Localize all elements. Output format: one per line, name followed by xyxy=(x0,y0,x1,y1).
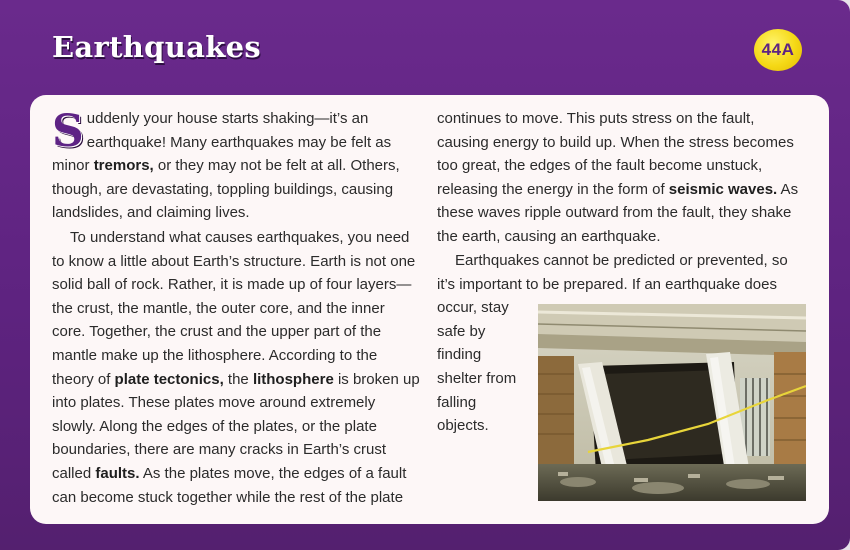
safety-narrow-line: falling xyxy=(437,393,477,411)
term-tremors: tremors, xyxy=(93,157,154,175)
stress-text-1: continues to move. This puts stress on the fault, causing energy to build up. When the stress becomes too great, the edges of the fault become unstuck, releasing the energy in the form of xyxy=(437,110,794,198)
intro-text-a: minor xyxy=(52,157,94,175)
stress-paragraph xyxy=(437,107,809,249)
safety-narrow-line: shelter from xyxy=(437,369,517,387)
structure-text-2: the xyxy=(223,370,253,388)
safety-narrow-line: safe by xyxy=(437,322,486,340)
structure-paragraph xyxy=(52,226,422,509)
card-number-label: 44A xyxy=(761,40,795,59)
structure-text-4: As the plates move, the edges of a fault can become stuck together while the rest of the plate xyxy=(52,464,407,506)
safety-narrow-line: objects. xyxy=(437,417,489,435)
safety-narrow-line: finding xyxy=(437,346,482,364)
term-lithosphere: lithosphere xyxy=(252,370,334,388)
intro-paragraph xyxy=(52,107,424,225)
structure-text-3: is broken up into plates. These plates move around extremely slowly. Along the edges of the plates, or the plate boundaries, there are many cracks in Earth’s crust called xyxy=(52,370,420,482)
drop-cap: S xyxy=(52,106,84,157)
term-faults: faults. xyxy=(95,464,140,482)
collapsed-building-photo xyxy=(538,304,806,501)
safety-line-1: Earthquakes cannot be predicted or prevented, so xyxy=(455,252,788,269)
photo-illustration xyxy=(538,304,806,501)
safety-line-2: it’s important to be prepared. If an earthquake does xyxy=(437,275,777,293)
intro-line-2: earthquake! Many earthquakes may be felt as xyxy=(86,133,392,151)
structure-text-1: To understand what causes earthquakes, you need to know a little about Earth’s structure. Earth is not one solid ball of rock. Rather, it is made up of four layers—the crust, the mantle, the outer core, and the inner core. Together, the crust and the upper part of the mantle make up the lithosphere. According to the theory of xyxy=(52,229,416,388)
stress-text-2: As these waves ripple outward from the fault, they shake the earth, causing an earthquake. xyxy=(437,180,799,245)
card-number-badge xyxy=(754,29,802,71)
page-title: Earthquakes xyxy=(52,30,261,64)
intro-line-1: uddenly your house starts shaking—it’s an xyxy=(86,110,369,127)
intro-text-b: or they may not be felt at all. Others, though, are devastating, toppling buildings, causing landslides, and claiming lives. xyxy=(52,157,400,222)
term-plate-tectonics: plate tectonics, xyxy=(114,370,224,388)
safety-narrow-line: occur, stay xyxy=(437,299,509,317)
term-seismic-waves: seismic waves. xyxy=(668,180,778,198)
